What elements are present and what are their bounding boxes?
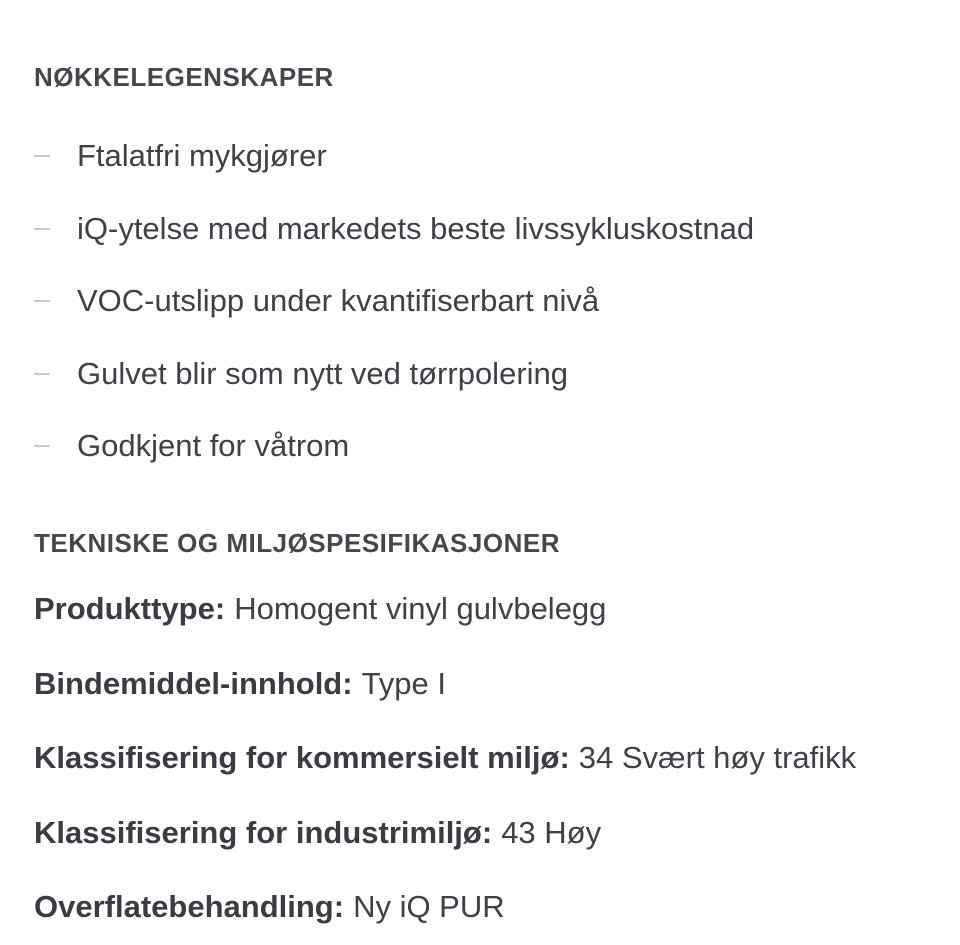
list-item [34,193,754,266]
spec-value: 34 Svært høy trafikk [578,740,857,776]
spec-label: Produkttype [34,591,215,627]
spec-label: Overflatebehandling [34,889,334,925]
list-item [34,338,754,411]
spec-label: Klassifisering for industrimiljø [34,814,482,850]
specifications-heading: TEKNISKE OG MILJØSPESIFIKASJONER [34,528,560,558]
feature-text: Gulvet blir som nytt ved tørrpolering [77,355,569,391]
spec-value: 43 Høy [501,814,602,850]
spec-row-industrial-classification: Klassifisering for industrimiljø : 43 Høy [34,814,602,850]
spec-value: Type I [361,665,447,701]
spec-label: Klassifisering for kommersielt miljø [34,740,560,776]
feature-text: iQ-ytelse med markedets beste livssykluskostnad [77,210,755,246]
dash-bullet-icon [34,155,50,157]
spec-row-product-type: Produkttype : Homogent vinyl gulvbelegg [34,591,607,627]
specifications-list [34,572,856,945]
spec-label: Bindemiddel-innhold [34,665,343,701]
spec-row-binder-content: Bindemiddel-innhold : Type I [34,665,447,701]
feature-text: Godkjent for våtrom [77,428,350,464]
spec-value: Ny iQ PUR [353,889,505,925]
dash-bullet-icon [34,228,50,230]
dash-bullet-icon [34,445,50,447]
spec-row-surface-treatment: Overflatebehandling : Ny iQ PUR [34,889,505,925]
dash-bullet-icon [34,300,50,302]
dash-bullet-icon [34,373,50,375]
key-features-heading: NØKKELEGENSKAPER [34,62,334,92]
spec-row-commercial-classification: Klassifisering for kommersielt miljø : 34 Svært høy trafikk [34,740,857,776]
key-features-list [34,120,754,483]
list-item [34,120,754,193]
list-item [34,410,754,483]
spec-value: Homogent vinyl gulvbelegg [234,591,607,627]
feature-text: Ftalatfri mykgjører [77,138,327,174]
feature-text: VOC-utslipp under kvantifiserbart nivå [77,283,600,319]
list-item [34,265,754,338]
